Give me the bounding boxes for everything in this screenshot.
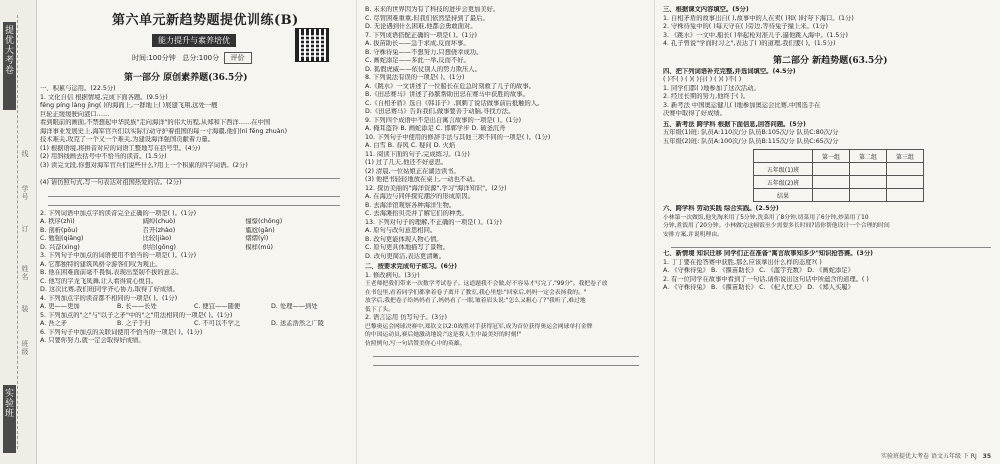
option[interactable]: B. 守株待兔——不想努力,只想侥幸成功。 xyxy=(365,48,483,56)
header-cell: 第二组 xyxy=(850,150,887,163)
section-5-title: 五、新考法 跨学科 根据下面信息,回答问题。(5分) xyxy=(663,120,806,128)
header-cell xyxy=(754,150,813,163)
footer-text: 实验班提优大考卷 语文五年级 下 RJ xyxy=(881,453,977,460)
answer-cell[interactable] xyxy=(813,189,850,202)
row-label: 五年级(1)班 xyxy=(754,163,813,176)
sub-question: 1. 修改病句。(3分) xyxy=(365,271,420,279)
options-row xyxy=(40,218,348,227)
fill-blank[interactable]: ( )不( ) ( )( )自( ) ( )( )不( ) xyxy=(663,76,742,83)
text-line: 决赛中取得了好成绩。 xyxy=(663,110,726,117)
option[interactable]: B. 之子于归 xyxy=(117,320,151,327)
question-13: 13. 下列对句子的理解,不正确的一项是( )。(1分) xyxy=(365,218,502,226)
option[interactable]: 憧憬(chōng) xyxy=(245,218,283,225)
passage-line: 仿照例句,写一句话赞美你心中的英雄。 xyxy=(365,340,466,347)
table-row xyxy=(754,176,924,189)
page-footer xyxy=(881,451,991,460)
passage-line: 小林第一次做饭,他先淘米用了5分钟,洗菜用了8分钟,切菜用了6分钟,炒菜用了10 xyxy=(663,214,869,221)
option[interactable]: 比较(jiào) xyxy=(142,235,172,242)
passage-line: 安排方案,并说明理由。 xyxy=(663,231,723,238)
question-2: 2. 下列词语中加点字的读音完全正确的一项是( )。(1分) xyxy=(40,209,197,217)
brand-tab: 提优大考卷 xyxy=(3,22,16,110)
sub-question: 2. 有一位同学在故事中看到了一句话,请你说出这句话中所蕴含的道理。( ) xyxy=(663,275,869,283)
page-title: 第六单元新趋势题提优训练(B) xyxy=(112,13,299,28)
text-line: (3) 他把书轻轻地放在桌上,一动也不动。 xyxy=(365,176,479,183)
answer-cell[interactable] xyxy=(887,189,924,202)
section-4-title: 四、把下列词语补充完整,并选词填空。(4.5分) xyxy=(663,67,796,75)
section-3-title: 三、根据课文内容填空。(5分) xyxy=(663,6,749,13)
question-10: 10. 下列句子中使用的修辞手法与其他三项不同的一项是( )。(1分) xyxy=(365,133,551,141)
option[interactable]: A. 只要你努力,就一定会取得好成绩。 xyxy=(40,337,145,344)
label-class: 班级 xyxy=(21,340,29,356)
sub-question: 2. 语言运用 仿写句子。(3分) xyxy=(365,314,447,321)
text-line: B. 未来的世界因为有了科技的进步会更加美好。 xyxy=(365,6,500,13)
question-8: 8. 下列说法有误的一项是( )。(1分) xyxy=(365,74,465,81)
answer-lines[interactable] xyxy=(40,170,348,179)
option[interactable]: B. 改句更能体现人物心情。 xyxy=(365,235,443,243)
option[interactable]: A. 更——更加 xyxy=(40,303,80,310)
option[interactable]: A. 在海边与同伴探究潮汐的形成原因。 xyxy=(365,193,474,200)
fill-blank[interactable]: 2. 守株待兔中的( )每天守在( )旁边,等待兔子撞上来。(1分) xyxy=(663,23,828,30)
option[interactable]: C. 便宜——随便 xyxy=(194,303,241,310)
label-bind: 订 xyxy=(21,225,29,233)
cut-line xyxy=(17,15,18,449)
options-row xyxy=(40,320,348,329)
option[interactable]: 召开(zhào) xyxy=(142,226,176,234)
text-line: fēng píng làng jìng( )的海面上,一群地上( )展翅飞翔,远处一艘 xyxy=(40,102,218,109)
passage-line: 低下了头。 xyxy=(365,306,394,313)
question-4: 4. 下列加点字的读音都不相同的一项是( )。(1分) xyxy=(40,294,178,302)
option[interactable]: 熠熠(yì) xyxy=(245,235,269,242)
text-line: C. 尽管困难重重,但我们依然坚持到了最后。 xyxy=(365,14,489,22)
option[interactable]: 模样(mú) xyxy=(245,243,273,251)
qr-code-icon xyxy=(295,28,329,62)
option[interactable]: D. 处理——到处 xyxy=(271,303,318,310)
option[interactable]: C. 去海滩拾贝壳并了解它们的种类。 xyxy=(365,210,468,217)
column-middle xyxy=(356,0,647,464)
time-limit: 时间:100分钟 xyxy=(132,54,176,62)
options-row xyxy=(40,244,348,253)
text-line: 一、积累与运用。(22.5分) xyxy=(40,85,116,92)
option[interactable]: A. 原句与改句意思相同。 xyxy=(365,227,437,234)
answer-cell[interactable] xyxy=(850,189,887,202)
answer-cell[interactable] xyxy=(887,176,924,189)
header-cell: 第一组 xyxy=(813,150,850,163)
option[interactable]: B. 剖析(pōu) xyxy=(40,226,78,234)
part2-title: 第二部分 新趋势题(63.5分) xyxy=(773,55,888,66)
options-row[interactable]: A. 白雪 B. 春风 C. 疑问 D. 火焰 xyxy=(365,142,456,149)
passage-line: 分钟,煮饭用了20分钟。小林做完这顿饭至少需要多长时间?请你帮他设计一个合理的时间 xyxy=(663,223,890,229)
question-11: 11. 阅读下面的句子,完成练习。(1分) xyxy=(365,150,470,158)
option[interactable]: C. 画蛇添足——多此一举,反而不好。 xyxy=(365,57,470,64)
text-line: 技术难关,攻克了一个又一个难关,为建设海洋强国贡献着力量。 xyxy=(40,136,215,143)
text-line: (1) 过了几天,他还不好意思。 xyxy=(365,159,448,166)
table-row xyxy=(754,189,924,202)
option[interactable]: 尴尬(gān) xyxy=(245,226,275,234)
fill-blank[interactable]: 1. 同学们都( )地参加了这次活动。 xyxy=(663,84,760,92)
fill-blank[interactable]: 4. 孔子曾说"学而时习之",表达了( )的道理,我们要( )。(1.5分) xyxy=(663,40,836,47)
label-seal: 装 xyxy=(21,305,29,313)
sub-question: 1. 丁丁要在抢答赛中获胜,那么应该拿出什么样的态度?( ) xyxy=(663,258,822,266)
option[interactable]: D. 改句更简洁,表达更清晰。 xyxy=(365,252,446,260)
passage-line: 的中国运动员,赛后她激动地说:"这是我人生中最美好的时刻!" xyxy=(365,332,522,338)
question-3: 3. 下列句子中加点的词语使用不恰当的一项是( )。(1分) xyxy=(40,252,197,259)
label-name: 姓名 xyxy=(21,265,29,281)
answer-cell[interactable] xyxy=(850,176,887,189)
section-6-title: 六、跨学科 劳动实践 综合实践。(2.5分) xyxy=(663,205,779,212)
option[interactable]: B. 去海洋馆观察各种海洋生物。 xyxy=(365,201,456,209)
passage-line: 王老师把我们带来一次数学考试卷子。这道题我不会做,好不容易才写完了,"99分"。我把卷子放 xyxy=(365,281,608,287)
options-row[interactable]: A. 《守株待兔》 B. 《揠苗助长》 C. 《滥竽充数》 D. 《画蛇添足》 xyxy=(663,267,854,274)
header-cell: 第三组 xyxy=(887,150,924,163)
option[interactable]: D. 送孟浩然之广陵 xyxy=(271,320,324,327)
row-label: 结果 xyxy=(754,189,813,202)
option[interactable]: B. 他在困难面前毫不畏惧,表现出坚韧不拔的意志。 xyxy=(40,269,183,276)
question-5: 5. 下列加点的"之"与"以子之矛"中的"之"用法相同的一项是( )。(1分) xyxy=(40,311,233,319)
fill-blank[interactable]: 1. 自相矛盾的故事出自( ),故事中的人在卖( )和( )时夸下海口。(1分) xyxy=(663,14,854,22)
total-score: 总分:100分 xyxy=(182,54,220,62)
passage-line: 放学后,我把卷子给妈妈看了,妈妈看了一眼,皱着眉头说:"怎么又粗心了?"我听了,难过地 xyxy=(365,298,586,304)
section-7-title: 七、新情境 知识迁移 同学们正在准备"寓言故事知多少"知识抢答赛。(3分) xyxy=(663,250,873,257)
passage-line: 巴黎奥运会网球决赛中,郑钦文以2:0战胜对手获得冠军,成为首位获得奥运会网球单打金牌 xyxy=(365,323,593,330)
option[interactable]: A. 秩序(zhì) xyxy=(40,218,75,225)
option[interactable]: C. 他写的字龙飞凤舞,让人看得赏心悦目。 xyxy=(40,277,158,285)
answer-cell[interactable] xyxy=(887,163,924,176)
options-row xyxy=(40,235,348,244)
option[interactable]: 阔绰(chuò) xyxy=(142,218,176,225)
option[interactable]: B. 长——长处 xyxy=(117,303,157,310)
question-1: 1. 文化自信 根据情境,完成下面各题。(9.5分) xyxy=(40,93,168,101)
label-student-id: 学号 xyxy=(21,185,29,201)
text-line: (3) 读完文段,你想对海军官兵们说些什么?用上一个积累的四字词语。(2分) xyxy=(40,161,248,169)
part1-title: 第一部分 原创素养题(36.5分) xyxy=(124,73,248,83)
column-left xyxy=(40,0,348,464)
score-table xyxy=(753,149,924,202)
option[interactable]: D.《田忌赛马》告诉我们,做事要善于动脑,寻找方法。 xyxy=(365,108,515,115)
question-6: 6. 下列句子中加点的关联词使用不恰当的一项是( )。(1分) xyxy=(40,328,203,336)
options-row xyxy=(40,303,348,312)
page-subtitle: 能力提升与素养培优 xyxy=(152,34,236,47)
table-row xyxy=(754,163,924,176)
evaluation-box: 评价 xyxy=(224,52,252,64)
option[interactable]: D. 狐假虎威——依仗别人的势力欺压人。 xyxy=(365,65,481,73)
option[interactable]: A. 它那独特的建筑风格令游客们叹为观止。 xyxy=(40,260,162,268)
answer-lines[interactable] xyxy=(365,348,647,366)
option[interactable]: C. 原句更具体地描写了景物。 xyxy=(365,244,449,251)
page-number: 35 xyxy=(982,453,991,460)
options-row[interactable]: A. 《守株待兔》 B. 《揠苗助长》 C. 《杞人忧天》 D. 《郑人买履》 xyxy=(663,284,854,291)
text-line: 巨轮正缓缓驶向港口…… xyxy=(40,110,110,118)
option[interactable]: 供给(gōng) xyxy=(142,243,177,251)
text-line: 看到眼前的画面,不禁想起中华民族"走向海洋"的伟大历程,从郑和下西洋……在中国 xyxy=(40,119,271,126)
column-right xyxy=(654,0,999,464)
option[interactable]: A. 拔苗助长——急于求成,反而坏事。 xyxy=(365,40,470,47)
row-label: 五年级(2)班 xyxy=(754,176,813,189)
answer-cell[interactable] xyxy=(813,176,850,189)
data-line: 五年级(2)班: 队员A:100次/分 队员B:115次/分 队员C:65次/分 xyxy=(663,137,839,145)
text-line: D. 无论遇到什么困难,他都会勇敢面对。 xyxy=(365,23,477,30)
answer-cell[interactable] xyxy=(813,163,850,176)
option[interactable]: D. 兴奋(xìng) xyxy=(40,243,80,251)
question-12: 12. 探访美丽的"海洋资源",学习"海洋知识"。(2分) xyxy=(365,184,507,192)
option[interactable]: B.《田忌赛马》讲述了孙膑帮助田忌在赛马中获胜的故事。 xyxy=(365,91,529,98)
text-line: (2) 清晨,一位姑娘正在湖边读书。 xyxy=(365,167,460,175)
edition-tab: 实验班 xyxy=(3,385,16,453)
text-line: (4) 请仿照句式,写一句表达对祖国热爱的话。(2分) xyxy=(40,179,182,186)
data-line: 五年级(1)班: 队员A:110次/分 队员B:105次/分 队员C:80次/分 xyxy=(663,129,839,136)
text-line: 海洋事业发展史上,海军官兵们以实际行动守护着祖国的每一寸海疆,他们(nì fēng zhuàn) xyxy=(40,127,288,135)
table-header xyxy=(754,150,924,163)
fill-blank[interactable]: 3. 新考法 中国奥运健儿( )地参加奥运会比赛,中国选手在 xyxy=(663,101,821,109)
answer-lines[interactable] xyxy=(40,188,348,206)
question-7: 7. 下列成语搭配正确的一项是( )。(1分) xyxy=(365,31,478,39)
binding-strip xyxy=(0,0,37,464)
options-row[interactable]: A. 掩耳盗铃 B. 画蛇添足 C. 邯郸学步 D. 破釜沉舟 xyxy=(365,125,506,132)
fill-blank[interactable]: 2. 经过长期的努力,他终于( )。 xyxy=(663,93,750,100)
question-9: 9. 下列四个成语中不是出自寓言故事的一项是( )。(1分) xyxy=(365,116,522,124)
answer-cell[interactable] xyxy=(850,163,887,176)
options-row xyxy=(40,227,348,236)
fill-blank[interactable]: 3. 《跳水》一文中,船长( )举起枪对准儿子,逼他跳入海中。(1.5分) xyxy=(663,31,848,39)
passage-line: 在书包里,看着同学们都拿着卷子离开了教室,我心里想:"回家后,妈妈一定会表扬我的。" xyxy=(365,289,587,296)
option[interactable]: A.《跳水》一文讲述了一位船长在危急时刻救了儿子的故事。 xyxy=(365,82,535,90)
option[interactable]: C. 勉强(qiǎng) xyxy=(40,235,84,242)
label-line: 线 xyxy=(21,150,29,158)
text-line: (1) 根据语境,将拼音对应的词语工整地写在括号里。(4分) xyxy=(40,144,201,152)
text-line: (2) 用斜线画去括号中不恰当的读音。(1.5分) xyxy=(40,153,167,160)
option[interactable]: D. 这次比赛,我们班同学齐心协力,取得了好成绩。 xyxy=(40,286,179,293)
answer-lines[interactable] xyxy=(663,239,999,248)
option[interactable]: A. 吾之矛 xyxy=(40,320,68,327)
option[interactable]: C. 不可以不学之 xyxy=(194,320,241,327)
option[interactable]: C.《自相矛盾》选自《韩非子》,讽刺了说话做事前后抵触的人。 xyxy=(365,99,544,107)
section-2-title: 二、按要求完成句子练习。(6分) xyxy=(365,263,457,270)
